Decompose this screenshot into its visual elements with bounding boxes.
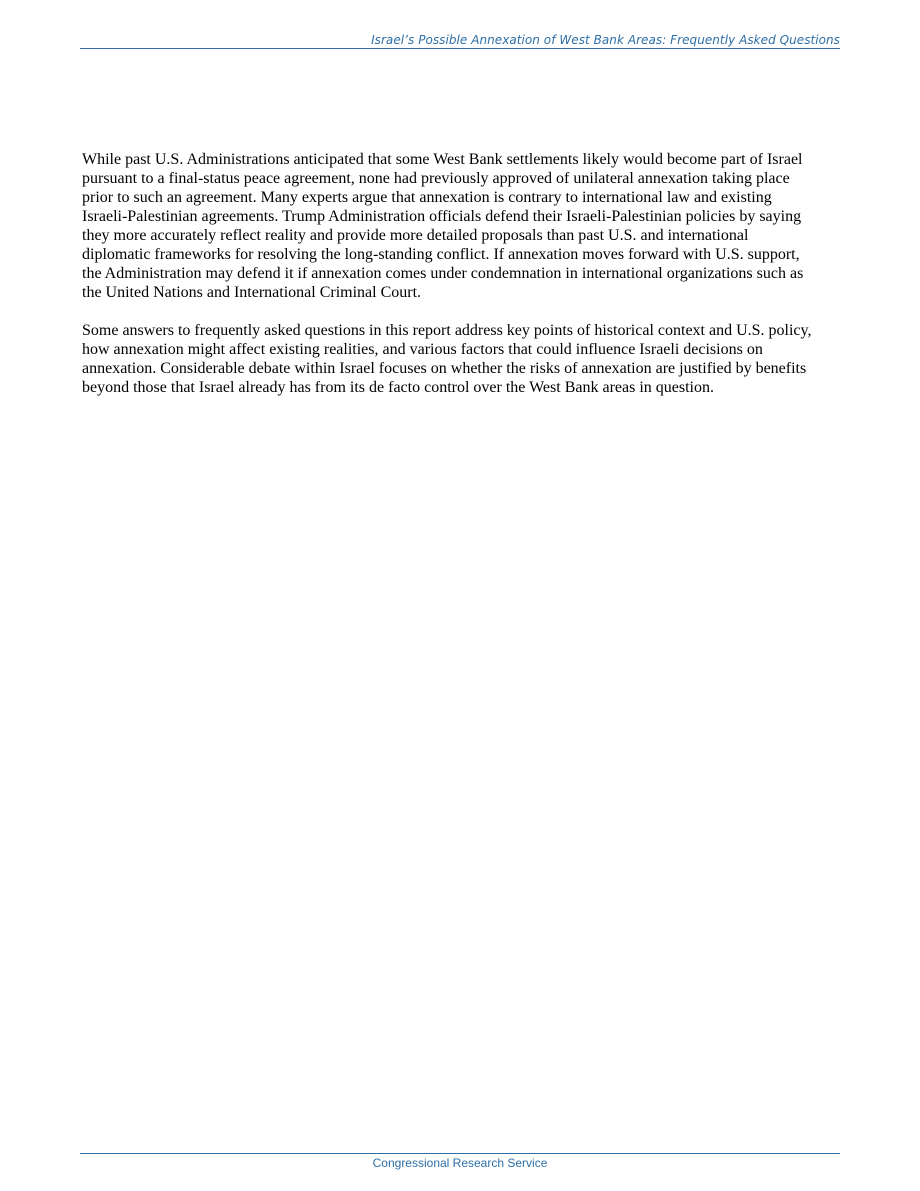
text-line: Some answers to frequently asked questions in this report address key points of historical context and U.S. policy, (82, 322, 812, 339)
running-footer (80, 1153, 840, 1172)
publisher-label: Congressional Research Service (372, 1156, 548, 1170)
running-header (80, 31, 840, 49)
text-line: beyond those that Israel already has from its de facto control over the West Bank areas in question. (82, 379, 714, 396)
text-line: prior to such an agreement. Many experts argue that annexation is contrary to international law and existing (82, 189, 772, 206)
text-line: the Administration may defend it if annexation comes under condemnation in international organizations such as (82, 265, 804, 282)
report-title: Israel’s Possible Annexation of West Bank Areas: Frequently Asked Questions (371, 33, 840, 47)
text-line: annexation. Considerable debate within Israel focuses on whether the risks of annexation are justified by benefits (82, 360, 807, 377)
text-line: the United Nations and International Criminal Court. (82, 284, 422, 301)
text-line: diplomatic frameworks for resolving the long-standing conflict. If annexation moves forward with U.S. support, (82, 246, 800, 263)
paragraph-report-overview (82, 321, 842, 397)
text-line: they more accurately reflect reality and provide more detailed proposals than past U.S. and international (82, 227, 749, 244)
paragraph-annexation-policy (82, 150, 842, 302)
body-text (82, 150, 842, 416)
text-line: how annexation might affect existing realities, and various factors that could influence Israeli decisions on (82, 341, 763, 358)
text-line: Israeli-Palestinian agreements. Trump Administration officials defend their Israeli-Palestinian policies by saying (82, 208, 802, 225)
text-line: While past U.S. Administrations anticipated that some West Bank settlements likely would become part of Israel (82, 151, 803, 168)
text-line: pursuant to a final-status peace agreement, none had previously approved of unilateral annexation taking place (82, 170, 790, 187)
